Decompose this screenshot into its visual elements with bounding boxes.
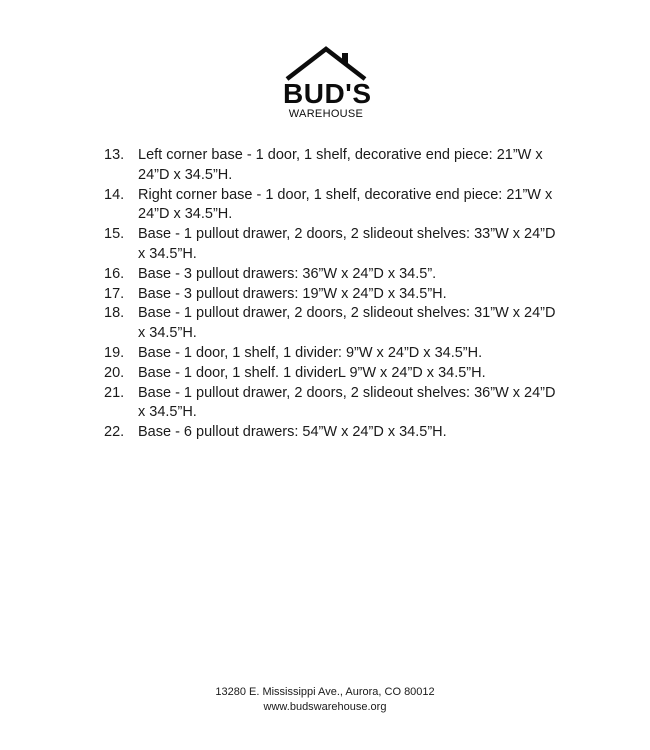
logo-subtitle: WAREHOUSE bbox=[288, 108, 364, 120]
item-description: Right corner base - 1 door, 1 shelf, decorative end piece: 21”W x 24”D x 34.5”H. bbox=[138, 186, 553, 223]
list-item bbox=[104, 304, 564, 344]
item-number: 16. bbox=[104, 265, 125, 282]
item-description: Left corner base - 1 door, 1 shelf, decorative end piece: 21”W x 24”D x 34.5”H. bbox=[138, 147, 543, 183]
item-list bbox=[104, 146, 564, 443]
list-item bbox=[104, 423, 564, 443]
item-description: Base - 1 door, 1 shelf. 1 dividerL 9”W x 24”D x 34.5”H. bbox=[138, 364, 486, 381]
logo-title: BUD'S bbox=[283, 78, 372, 109]
list-item bbox=[104, 225, 564, 265]
item-number: 18. bbox=[104, 305, 125, 322]
list-item bbox=[104, 146, 564, 186]
footer-address: 13280 E. Mississippi Ave., Aurora, CO 80012 bbox=[215, 686, 435, 698]
item-number: 19. bbox=[104, 344, 125, 361]
item-description: Base - 3 pullout drawers: 19”W x 24”D x 34.5”H. bbox=[138, 285, 447, 302]
footer-url[interactable]: www.budswarehouse.org bbox=[263, 701, 387, 713]
list-item bbox=[104, 364, 564, 384]
list-item bbox=[104, 186, 564, 226]
item-description: Base - 1 pullout drawer, 2 doors, 2 slideout shelves: 33”W x 24”D x 34.5”H. bbox=[138, 226, 556, 262]
buds-warehouse-logo bbox=[283, 44, 372, 120]
item-number: 15. bbox=[104, 226, 125, 243]
item-number: 17. bbox=[104, 285, 125, 302]
item-description: Base - 1 pullout drawer, 2 doors, 2 slideout shelves: 31”W x 24”D x 34.5”H. bbox=[138, 305, 556, 342]
item-description: Base - 3 pullout drawers: 36”W x 24”D x 34.5”. bbox=[138, 265, 437, 282]
list-item bbox=[104, 285, 564, 305]
item-number: 14. bbox=[104, 186, 125, 203]
item-number: 20. bbox=[104, 364, 125, 381]
item-number: 13. bbox=[104, 147, 125, 163]
list-item bbox=[104, 384, 564, 424]
list-item bbox=[104, 344, 564, 364]
item-description: Base - 1 pullout drawer, 2 doors, 2 slideout shelves: 36”W x 24”D x 34.5”H. bbox=[138, 384, 556, 421]
item-description: Base - 1 door, 1 shelf, 1 divider: 9”W x 24”D x 34.5”H. bbox=[138, 344, 483, 361]
item-description: Base - 6 pullout drawers: 54”W x 24”D x 34.5”H. bbox=[138, 424, 447, 441]
item-number: 21. bbox=[104, 384, 125, 401]
list-item bbox=[104, 265, 564, 285]
item-number: 22. bbox=[104, 424, 125, 441]
